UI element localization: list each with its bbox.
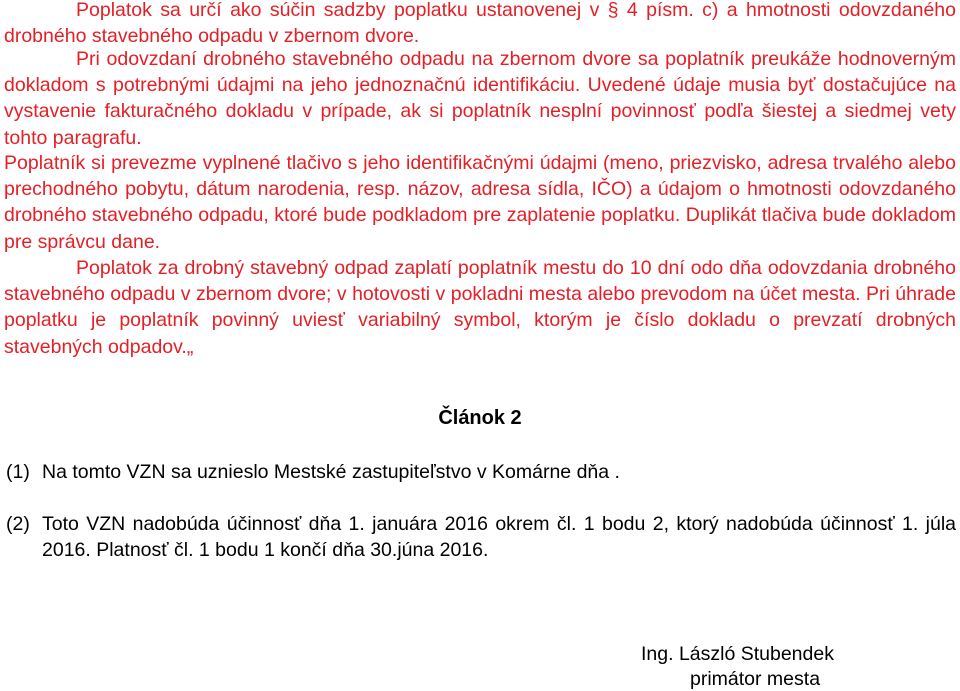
- item-number: (1): [6, 461, 30, 483]
- article-item-2: [6, 511, 956, 563]
- paragraph-form: Poplatník si prevezme vyplnené tlačivo s jeho identifikačnými údajmi (meno, priezvisko, adresa trvalého alebo prechodného pobytu, dátum narodenia, resp. názov, adresa sídla, IČO) a údajom o hmotnosti odovzdaného drobného stavebného odpadu, ktoré bude podkladom pre zaplatenie poplatku. Duplikát tlačiva bude dokladom pre správcu dane.: [4, 152, 956, 253]
- paragraph-identification: Pri odovzdaní drobného stavebného odpadu na zbernom dvore sa poplatník preukáže hodnoverným dokladom s potrebnými údajmi na jeho jednoznačnú identifikáciu. Uvedené údaje musia byť dostačujúce na vystavenie fakturačného dokladu v prípade, ak si poplatník nesplní povinnosť podľa šiestej a siedmej vety tohto paragrafu.: [4, 48, 956, 149]
- signature-title: primátor mesta: [690, 668, 821, 690]
- paragraph-fee-calculation: Poplatok sa určí ako súčin sadzby poplatku ustanovenej v § 4 písm. c) a hmotnosti odovzdaného drobného stavebného odpadu v zbernom dvore.: [4, 0, 956, 48]
- article-heading: Článok 2: [438, 407, 522, 429]
- signature-name: Ing. László Stubendek: [641, 643, 834, 665]
- item-text: Toto VZN nadobúda účinnosť dňa 1. januára 2016 okrem čl. 1 bodu 2, ktorý nadobúda účinnosť 1. júla 2016. Platnosť čl. 1 bodu 1 končí dňa 30.júna 2016.: [42, 513, 956, 562]
- item-text: Na tomto VZN sa uznieslo Mestské zastupiteľstvo v Komárne dňa .: [42, 461, 620, 483]
- paragraph-payment: Poplatok za drobný stavebný odpad zaplatí poplatník mestu do 10 dní odo dňa odovzdania drobného stavebného odpadu v zbernom dvore; v hotovosti v pokladni mesta alebo prevodom na účet mesta. Pri úhrade poplatku je poplatník povinný uviesť variabilný symbol, ktorým je číslo dokladu o prevzatí drobných stavebných odpadov.„: [4, 257, 956, 358]
- article-item-1: [6, 459, 956, 485]
- item-number: (2): [6, 513, 30, 535]
